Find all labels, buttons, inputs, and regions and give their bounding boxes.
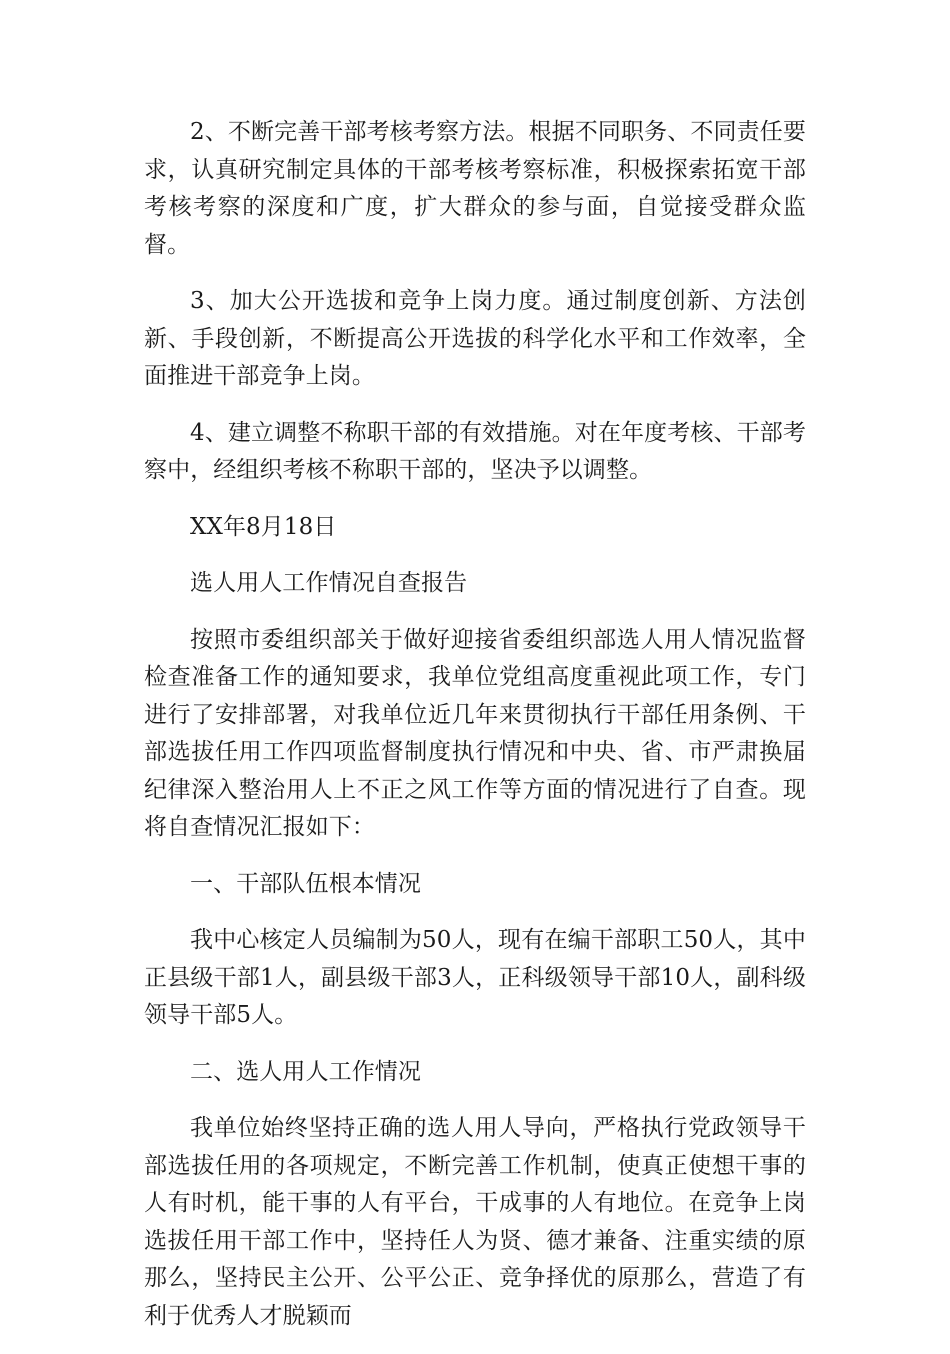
paragraph-introduction: 按照市委组织部关于做好迎接省委组织部选人用人情况监督检查准备工作的通知要求，我单位党组高度重视此项工作，专门进行了安排部署，对我单位近几年来贯彻执行干部任用条例、干部选拔任用工作四项监督制度执行情况和中央、省、市严肃换届纪律深入整治用人上不正之风工作等方面的情况进行了自查。现将自查情况汇报如下： [144, 626, 806, 840]
paragraph-assessment-methods: 2、不断完善干部考核考察方法。根据不同职务、不同责任要求，认真研究制定具体的干部考核考察标准，积极探索拓宽干部考核考察的深度和广度，扩大群众的参与面，自觉接受群众监督。 [144, 119, 806, 258]
paragraph-open-selection: 3、加大公开选拔和竞争上岗力度。通过制度创新、方法创新、手段创新，不断提高公开选拔的科学化水平和工作效率，全面推进干部竞争上岗。 [144, 288, 806, 389]
paragraph-selection-work: 我单位始终坚持正确的选人用人导向，严格执行党政领导干部选拔任用的各项规定，不断完善工作机制，使真正使想干事的人有时机，能干事的人有平台，干成事的人有地位。在竞争上岗选拔任用干部工作中，坚持任人为贤、德才兼备、注重实绩的原那么，坚持民主公开、公平公正、竞争择优的原那么，营造了有利于优秀人才脱颖而 [144, 1115, 806, 1329]
document-date: XX年8月18日 [190, 513, 337, 540]
report-title: 选人用人工作情况自查报告 [190, 570, 468, 596]
paragraph-adjust-unqualified: 4、建立调整不称职干部的有效措施。对在年度考核、干部考察中，经组织考核不称职干部的，坚决予以调整。 [144, 419, 806, 483]
document-body [144, 114, 806, 1354]
paragraph-staffing: 我中心核定人员编制为50人，现有在编干部职工50人，其中正县级干部1人，副县级干部3人，正科级领导干部10人，副科级领导干部5人。 [144, 927, 806, 1028]
section-heading-basic-situation: 一、干部队伍根本情况 [190, 870, 421, 897]
section-heading-selection-work: 二、选人用人工作情况 [190, 1058, 421, 1085]
